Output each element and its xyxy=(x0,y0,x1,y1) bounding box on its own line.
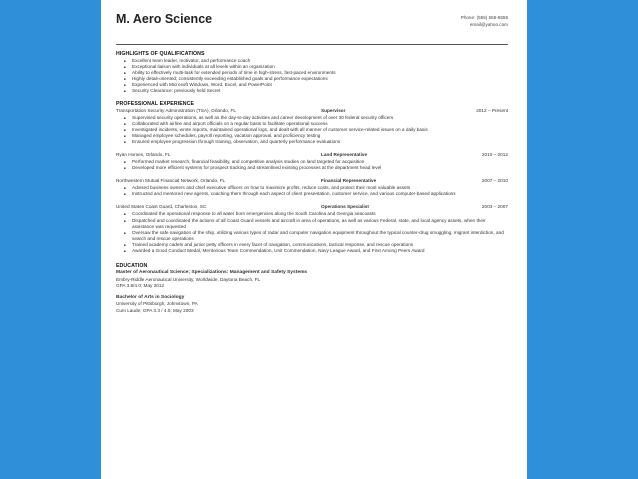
list-item: ■ Dispatched and coordinated the actions of all Coast Guard vessels and aircraft in area of operations, as well as various Federal, state, and local agency assets, when their assistance was requested xyxy=(128,218,508,230)
job-bullets xyxy=(116,211,508,254)
contact-info xyxy=(461,14,508,28)
list-item: ■ Instructed and mentored new agents, coaching them through each aspect of client presentation, customer service, and various computer-based applications xyxy=(128,191,508,197)
list-item: ■ Excellent team leader, motivator, and performance coach xyxy=(128,58,508,64)
list-item: ■ Advised business owners and chief executive officers on how to maximize profits, reduce costs, and protect their most valuable assets xyxy=(128,185,508,191)
list-item: ■ Managed employee schedules, payroll reporting, vacation approval, and proficiency testing xyxy=(128,133,508,139)
degree-detail: Cum Laude; GPA 3.3 / 4.0; May 2003 xyxy=(116,307,194,313)
job-organization: Ryan Homes, Orlando, FL xyxy=(116,152,171,158)
resume-header xyxy=(116,12,508,36)
list-item: ■ Coordinated the operational response to all water born emergencies along the South Carolina and Georgia seacoasts xyxy=(128,211,508,217)
list-item: ■ Investigated incidents, wrote reports, maintained operational logs, and dealt with all manner of customer service-related issues on a daily basis xyxy=(128,127,508,133)
job-organization: Northwestern Mutual Financial Network, Orlando, FL xyxy=(116,178,226,184)
highlights-heading: HIGHLIGHTS OF QUALIFICATIONS xyxy=(116,51,205,57)
job-header xyxy=(116,178,508,185)
job-organization: Transportation Security Administration (TSA), Orlando, FL xyxy=(116,107,236,113)
job-title: Land Representative xyxy=(321,152,368,158)
candidate-name: M. Aero Science xyxy=(116,12,213,26)
job-header xyxy=(116,204,508,211)
list-item: ■ Ensured employee progression through training, observation, and quarterly performance evaluations xyxy=(128,139,508,145)
job-dates: 2010 – 2012 xyxy=(481,152,508,158)
job-title: Supervisor xyxy=(321,107,346,113)
list-item: ■ Security Clearance: previously held Secret xyxy=(128,88,508,94)
highlights-list xyxy=(116,58,508,95)
school-name: Embry-Riddle Aeronautical University, Worldwide, Daytona Beach, FL xyxy=(116,276,261,282)
resume-content xyxy=(116,12,508,314)
job-bullets xyxy=(116,115,508,145)
degree-title: Master of Aeronautical Science; Specializations: Management and Safety Systems xyxy=(116,270,308,276)
job-title: Financial Representative xyxy=(321,178,377,184)
job-organization: United States Coast Guard, Charleston, SC xyxy=(116,204,207,210)
list-item: ■ Performed market research, financial feasibility, and competitive analysis studies on land targeted for acquisition xyxy=(128,159,508,165)
job-header xyxy=(116,108,508,115)
job-bullets xyxy=(116,185,508,197)
list-item: ■ Trained academy cadets and junior petty officers in every facet of navigation, communications, tactical response, and rescue operations xyxy=(128,242,508,248)
list-item: ■ Awarded a Good Conduct Medal, Meritorious Team Commendation, Unit Commendation, Navy League Award, and First Among Peers Award xyxy=(128,248,508,254)
list-item: ■ Oversaw the safe navigation of the ship, utilizing various types of radar and computer navigation equipment throughout the typical counter-drug smuggling, migrant interdiction, and search and rescue operations xyxy=(128,230,508,242)
list-item: ■ Experienced with Microsoft Windows, Word, Excel, and PowerPoint xyxy=(128,82,508,88)
phone-number: Phone: (555) 555-5555 xyxy=(460,15,508,20)
job-bullets xyxy=(116,159,508,171)
list-item: ■ Developed more efficient systems for prospect tracking and streamlined existing processes at the department head level xyxy=(128,165,508,171)
resume-page xyxy=(101,0,527,479)
job-dates: 2003 – 2007 xyxy=(481,204,508,210)
email-address: email@yahoo.com xyxy=(469,22,508,27)
list-item: ■ Highly detail-oriented; consistently exceeding established goals and performance expectations xyxy=(128,76,508,82)
list-item: ■ Collaborated with airline and airport officials on a regular basis to facilitate operational success xyxy=(128,121,508,127)
header-divider xyxy=(116,44,508,45)
degree-title: Bachelor of Arts in Sociology xyxy=(116,294,185,300)
job-dates: 2012 – Present xyxy=(476,107,508,113)
list-item: ■ Ability to effectively multi-task for extended periods of time in high-stress, fast-paced environments xyxy=(128,70,508,76)
list-item: ■ Supervised security operations, as well as the day-to-day activities and career development of over 30 federal security officers xyxy=(128,115,508,121)
degree-detail: GPA 3.8/4.0; May 2012 xyxy=(116,282,165,288)
list-item: ■ Exceptional liaison with individuals at all levels within an organization xyxy=(128,64,508,70)
job-dates: 2007 – 2010 xyxy=(481,178,508,184)
school-name: University of Pittsburgh, Johnstown, PA xyxy=(116,301,198,307)
education-heading: EDUCATION xyxy=(116,263,148,270)
job-header xyxy=(116,152,508,159)
job-title: Operations Specialist xyxy=(321,204,369,210)
experience-heading: PROFESSIONAL EXPERIENCE xyxy=(116,100,195,107)
